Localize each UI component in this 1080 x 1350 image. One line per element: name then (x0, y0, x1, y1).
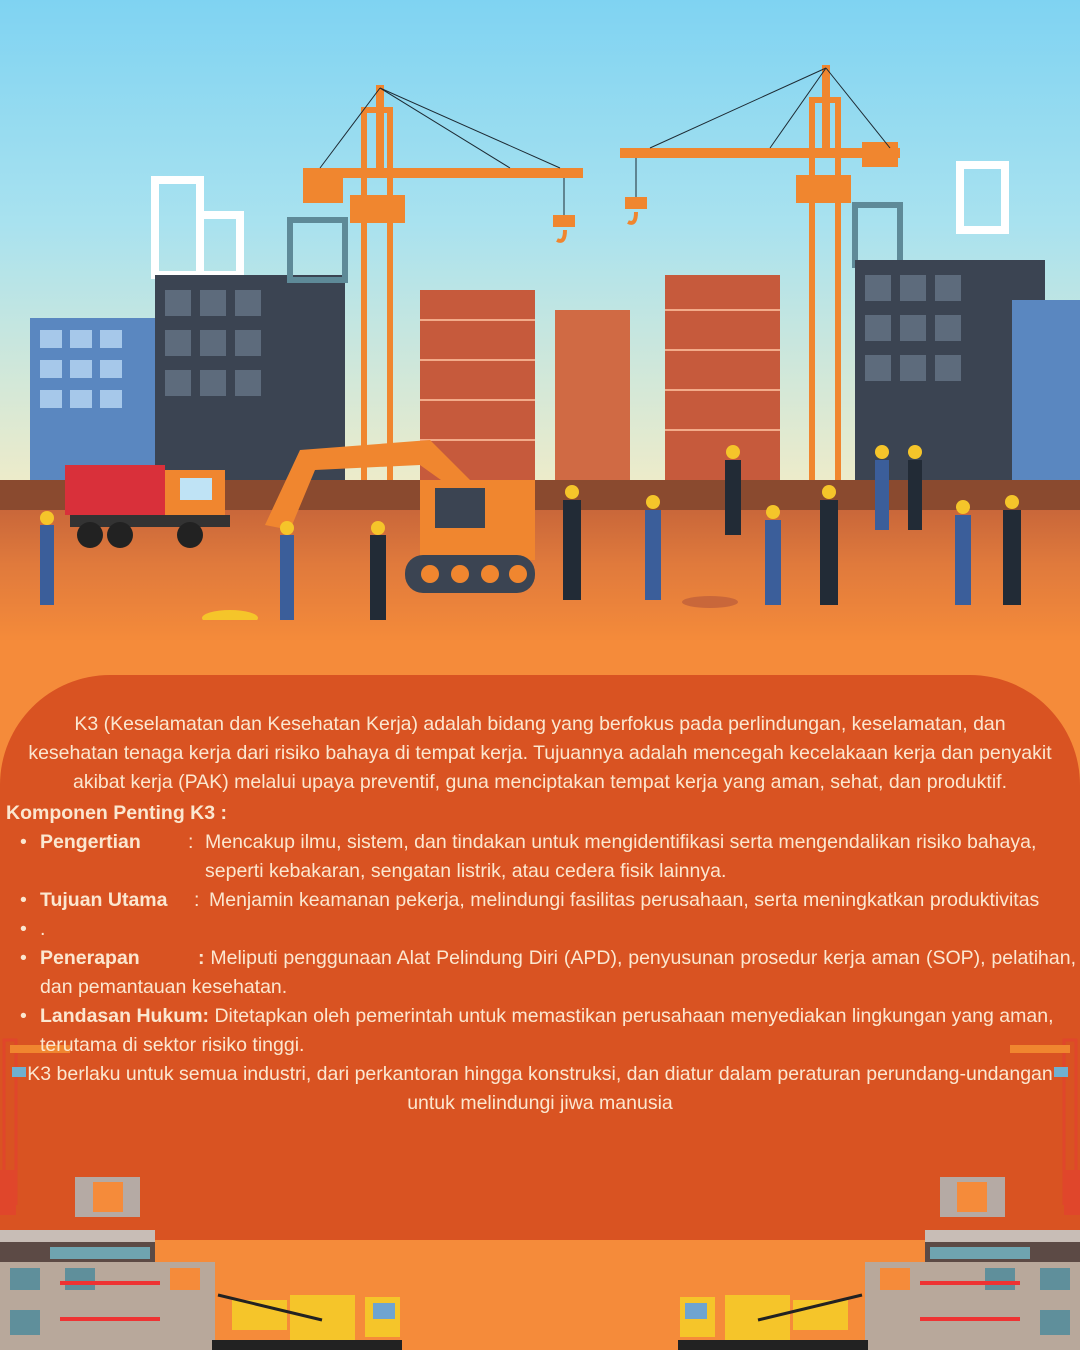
intro-paragraph: K3 (Keselamatan dan Kesehatan Kerja) adalah bidang yang berfokus pada perlindungan, keselamatan, dan kesehatan tenaga kerja dari risiko bahaya di tempat kerja. Tujuannya adalah mencegah kecelakaan kerja dan penyakit akibat kerja (PAK) melalui upaya preventif, guna menciptakan tempat kerja yang aman, sehat, dan produktif. (28, 713, 1052, 793)
term-description: Menjamin keamanan pekerja, melindungi fasilitas perusahaan, serta meningkatkan produktivitas (209, 889, 1040, 911)
list-item-landasan-hukum (40, 1002, 1080, 1060)
term-label: Landasan Hukum: (40, 1005, 210, 1027)
component-list (0, 828, 1080, 1060)
list-item-empty (40, 915, 1080, 944)
term-label: Penerapan (40, 947, 140, 969)
term-description: Ditetapkan oleh pemerintah untuk memastikan perusahaan menyediakan lingkungan yang aman, terutama di sektor risiko tinggi. (40, 1005, 1054, 1056)
term-description: Meliputi penggunaan Alat Pelindung Diri (APD), penyusunan prosedur kerja aman (SOP), pelatihan, dan pemantauan kesehatan. (40, 947, 1076, 998)
section-heading: Komponen Penting K3 : (6, 802, 227, 824)
workers-and-machinery (0, 440, 1080, 620)
list-item-tujuan-utama (40, 886, 1080, 915)
list-item-penerapan (40, 944, 1080, 1002)
separator: : (188, 831, 194, 853)
term-label: • Tujuan Utama (40, 889, 168, 911)
term-description: . (40, 918, 46, 940)
k3-content (0, 710, 1080, 1118)
term-description: Mencakup ilmu, sistem, dan tindakan untuk mengidentifikasi serta mengendalikan risiko bahaya, seperti kebakaran, sengatan listrik, atau cedera fisik lainnya. (205, 831, 1037, 882)
separator: : (194, 889, 200, 911)
list-item-pengertian (40, 828, 1080, 886)
term-label: • Pengertian (40, 831, 141, 853)
closing-paragraph: K3 berlaku untuk semua industri, dari perkantoran hingga konstruksi, dan diatur dalam peraturan perundang-undangan untuk melindungi jiwa manusia (27, 1063, 1053, 1114)
separator: : (198, 947, 205, 969)
